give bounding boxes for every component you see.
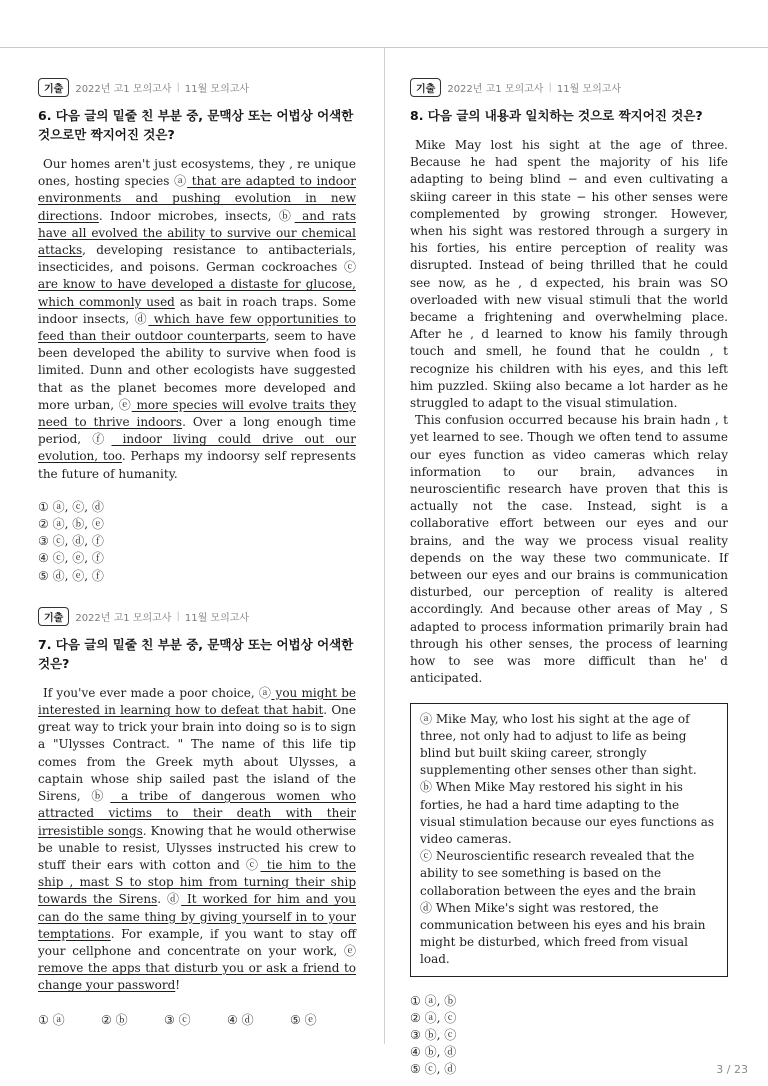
q7-month-label: 11월 모의고사 bbox=[184, 612, 250, 624]
q8-title: 8. 다음 글의 내용과 일치하는 것으로 짝지어진 것은? bbox=[410, 108, 703, 123]
underlined-phrase: more species will evolve traits they need to thrive indoors bbox=[38, 397, 356, 430]
underlined-phrase: indoor living could drive out our evolution, too bbox=[38, 432, 356, 464]
passage-segment: . Indoor microbes, insects, bbox=[98, 208, 279, 223]
q6-choices bbox=[38, 499, 356, 585]
option-marker: ⓑ bbox=[278, 208, 295, 223]
answer-choice[interactable]: ① ⓐ bbox=[38, 1012, 65, 1027]
answer-choice[interactable]: ④ ⓒ, ⓔ, ⓕ bbox=[38, 551, 104, 566]
option-marker: ⓔ bbox=[118, 397, 132, 412]
left-column bbox=[38, 78, 356, 1028]
answer-choice[interactable]: ④ ⓑ, ⓓ bbox=[410, 1045, 457, 1060]
underlined-phrase: tie him to the ship , mast S to stop him from turning their ship towards the Sirens bbox=[38, 857, 356, 907]
q7-source-tag: 기출 bbox=[38, 607, 69, 626]
q8-statement-a: ⓐ Mike May, who lost his sight at the age of three, not only had to adjust to life as being blind but built skiing career, strongly supplementing other senses other than sight. bbox=[420, 711, 697, 778]
option-marker: ⓑ bbox=[91, 789, 111, 804]
passage-segment: , seem to have been developed the ability to survive when food is limited. Dunn and other ecologists have suggested that as the planet becomes more developed and more urban, bbox=[38, 329, 356, 412]
underlined-phrase: a tribe of dangerous women who attracted victims to their death with their irresistible songs bbox=[38, 789, 356, 838]
q8-paragraph-1: Mike May lost his sight at the age of three. Because he had spent the majority of his life adapting to being blind − and even cultivating a skiing career in this state − his other senses were complemented by growing stronger. However, when his sight was restored through a surgery in his forties, his entire perception of reality was disrupted. Instead of being thrilled that he could see now, as he , d expected, his brain was SO overloaded with new visual stimuli that the world became a frightening and overwhelming place. After he , d learned to know his family through touch and smell, he found that he couldn , t recognize his children with his eyes, and this left him puzzled. Skiing also became a lot harder as he struggled to adapt to the visual stimulation. bbox=[410, 138, 728, 411]
q6-month-label: 11월 모의고사 bbox=[184, 84, 250, 95]
page-number: 3 / 23 bbox=[716, 1063, 748, 1076]
underlined-phrase: and rats have all evolved the ability to survive our chemical attacks bbox=[38, 208, 356, 258]
passage-segment: . One great way to trick your brain into doing so is to sign a "Ulysses Contract. " The name of this life tip comes from the Greek myth about Ulysses, a captain whose ship sailed past the island of the Sirens, bbox=[38, 703, 356, 804]
q8-tagline bbox=[410, 78, 728, 97]
q7-tagline bbox=[38, 607, 356, 626]
underlined-phrase: you might be interested in learning how to defeat that habit bbox=[38, 685, 356, 718]
option-marker: ⓕ bbox=[92, 432, 112, 447]
answer-choice[interactable]: ② ⓐ, ⓒ bbox=[410, 1010, 457, 1025]
underlined-phrase: It worked for him and you can do the same thing by giving yourself in to your temptations bbox=[38, 892, 356, 941]
option-marker: ⓓ bbox=[167, 892, 182, 907]
right-column bbox=[410, 78, 728, 1079]
q6-title: 6. 다음 글의 밑줄 친 부분 중, 문맥상 또는 어법상 어색한 것으로만 짝지어진 것은? bbox=[38, 108, 354, 142]
passage-segment: If you've ever made a poor choice, bbox=[43, 685, 259, 700]
column-divider bbox=[384, 48, 385, 1044]
option-marker: ⓒ bbox=[343, 260, 356, 275]
q7-title: 7. 다음 글의 밑줄 친 부분 중, 문맥상 또는 어법상 어색한 것은? bbox=[38, 636, 354, 671]
q6-tagline bbox=[38, 78, 356, 97]
passage-segment: Our homes aren't just ecosystems, they , re unique ones, hosting species bbox=[38, 157, 356, 189]
q7-exam-label: 2022년 고1 모의고사 bbox=[75, 612, 172, 624]
answer-choice[interactable]: ③ ⓒ, ⓓ, ⓕ bbox=[38, 534, 104, 549]
q8-passage bbox=[410, 137, 728, 688]
passage-segment: . Knowing that he would otherwise be unable to resist, Ulysses instructed his crew to stuff their ears with cotton and bbox=[38, 823, 356, 872]
q8-source-tag: 기출 bbox=[410, 78, 441, 97]
q6-source-tag: 기출 bbox=[38, 78, 69, 97]
separator: | bbox=[176, 82, 180, 93]
q8-statement-box bbox=[410, 703, 728, 977]
answer-choice[interactable]: ⑤ ⓓ, ⓔ, ⓕ bbox=[38, 568, 104, 583]
answer-choice[interactable]: ② ⓐ, ⓑ, ⓔ bbox=[38, 517, 104, 532]
passage-segment: ! bbox=[175, 978, 181, 993]
underlined-phrase: remove the apps that disturb you or ask a friend to change your password bbox=[38, 961, 356, 993]
q8-statement-b: ⓑ When Mike May restored his sight in his forties, he had a hard time adapting to the visual stimulation because our eyes functions as video cameras. bbox=[420, 780, 715, 846]
q7-choices bbox=[38, 1011, 356, 1028]
passage-segment: , developing resistance to antibacterials, insecticides, and poisons. German cockroaches bbox=[38, 243, 356, 275]
q7-passage bbox=[38, 685, 356, 995]
underlined-phrase: are know to have developed a distaste for glucose, which commonly used bbox=[38, 277, 356, 309]
passage-segment: . bbox=[157, 892, 167, 907]
option-marker: ⓐ bbox=[258, 685, 272, 700]
underlined-phrase: which have few opportunities to feed than their outdoor counterparts bbox=[38, 311, 356, 344]
separator: | bbox=[176, 610, 180, 622]
passage-segment: as bait in roach traps. Some indoor insects, bbox=[38, 294, 357, 326]
q7-passage-text bbox=[38, 685, 356, 995]
answer-choice[interactable]: ⑤ ⓒ, ⓓ bbox=[410, 1062, 457, 1077]
answer-choice[interactable]: ① ⓐ, ⓑ bbox=[410, 993, 457, 1008]
option-marker: ⓓ bbox=[134, 311, 149, 326]
option-marker: ⓐ bbox=[174, 174, 188, 189]
q8-paragraph-2: This confusion occurred because his brain hadn , t yet learned to see. Though we often tend to assume our eyes function as video cameras which relay information to our brain, advances in neuroscientific research have proven that this is actually not the case. Instead, sight is a collaborative effort between our eyes and our brains, and the way we process visual reality depends on the way these two communicate. If between our eyes and our brains is communication disturbed, our perception of reality is altered accordingly. And because other areas of May , S adapted to process information primarily brain had through his other senses, the process of learning how to see was more difficult than he' d anticipated. bbox=[410, 413, 728, 686]
q8-choices bbox=[410, 993, 728, 1079]
option-marker: ⓔ bbox=[343, 943, 356, 958]
underlined-phrase: that are adapted to indoor environments and pushing evolution in new directions bbox=[38, 174, 356, 223]
separator: | bbox=[548, 82, 552, 93]
answer-choice[interactable]: ③ ⓑ, ⓒ bbox=[410, 1027, 457, 1042]
answer-choice[interactable]: ③ ⓒ bbox=[164, 1012, 191, 1027]
q8-statement-d: ⓓ When Mike's sight was restored, the communication between his eyes and his brain might be disturbed, which freed from visual load. bbox=[420, 900, 706, 967]
q6-passage bbox=[38, 156, 356, 483]
answer-choice[interactable]: ② ⓑ bbox=[101, 1012, 128, 1027]
passage-segment: . For example, if you want to stay off your cellphone and concentrate on your work, bbox=[38, 926, 356, 958]
q7-block bbox=[38, 607, 356, 1028]
answer-choice[interactable]: ④ ⓓ bbox=[227, 1012, 254, 1027]
q6-passage-text bbox=[38, 156, 356, 483]
passage-segment: . Perhaps my indoorsy self represents the future of humanity. bbox=[38, 449, 356, 481]
q8-exam-label: 2022년 고1 모의고사 bbox=[447, 84, 544, 95]
answer-choice[interactable]: ⑤ ⓔ bbox=[290, 1012, 317, 1027]
q8-month-label: 11월 모의고사 bbox=[556, 84, 622, 95]
q6-exam-label: 2022년 고1 모의고사 bbox=[75, 84, 172, 95]
passage-segment: . Over a long enough time period, bbox=[38, 415, 356, 447]
q8-statement-c: ⓒ Neuroscientific research revealed that the ability to see something is based on the collaboration between the eyes and the brain bbox=[420, 849, 697, 898]
answer-choice[interactable]: ① ⓐ, ⓒ, ⓓ bbox=[38, 499, 104, 514]
option-marker: ⓒ bbox=[246, 857, 261, 872]
